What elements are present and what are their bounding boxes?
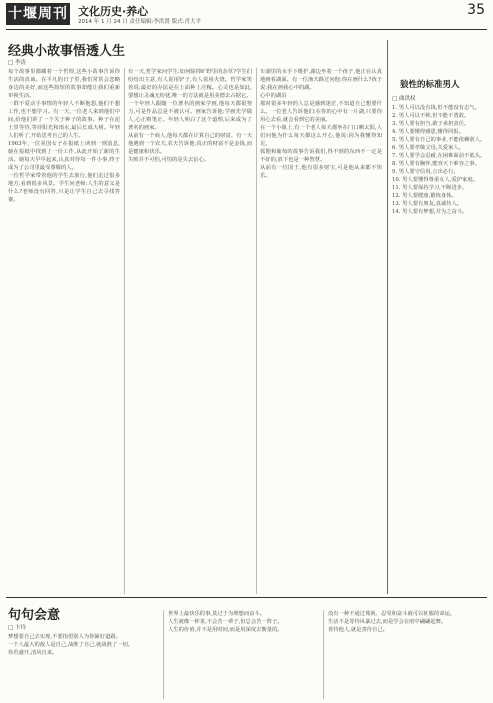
column-divider bbox=[124, 68, 125, 594]
sidebar-divider bbox=[387, 40, 388, 594]
header-rule bbox=[6, 29, 487, 30]
page-number: 35 bbox=[467, 2, 485, 18]
issue-meta: 2014 年 1 月 24 日 责任编辑:李洪贤 版式:肖大平 bbox=[78, 19, 201, 25]
bottom-column-3-text: 没有一种不通过蔑视、忍受和奋斗就可以征服的命运。 生活不是等待风暴过去,而是学会在雨中翩翩起舞。 善待他人,就是善待自己。 bbox=[328, 611, 456, 633]
column-divider bbox=[256, 68, 257, 594]
column-divider bbox=[323, 610, 324, 699]
section-rule bbox=[6, 597, 487, 598]
bottom-column-3 bbox=[328, 610, 486, 699]
main-column-3-text: 车湖里的水手下维护,湖边坐着一个孩子,他正在认真地画着湖面。有一位渔夫路过问他:你在画什么?孩子说:我在画我心中的湖。 心中的湖泊 那时很多年轻的人总是感到迷茫,不知道自己想要什么。一位老人告诉他们:在你的心中有一片湖,只要你用心去看,就会看到它的美丽。 在一个小镇上,有一个老人每天都坐在门口晒太阳,人们问他为什么每天都这么开心,他说:因为我懂得知足。 狐狸和葡萄的故事告诉我们,得不到的东西不一定是不好的,放下也是一种智慧。 从前有一位国王,他有很多财宝,可是他从来都不快乐。 bbox=[260, 69, 382, 179]
sidebar-headline: 狼性的标准男人 bbox=[400, 80, 460, 90]
main-column-1 bbox=[8, 68, 120, 594]
main-column-2 bbox=[128, 68, 252, 594]
bottom-column-2 bbox=[168, 610, 318, 699]
main-byline: □ 李涛 bbox=[8, 60, 26, 66]
section-title: 文化历史·养心 bbox=[78, 5, 149, 18]
main-headline: 经典小故事悟透人生 bbox=[8, 44, 126, 59]
main-column-2-text: 有一天,哲学家问学生:如何除掉旷野里的杂草?学生们纷纷出主意,有人说用铲子,有人说用火烧。哲学家笑着说:最好的办法是在上面种上庄稼。心灵也是如此,要想让灵魂无纷扰,唯一的方法就是用美德去占据它。 一个年轻人跟随一位著名的画家学画,他每天都很努力,可是作品总是不被认可。画家告诉他:学画先学做人,心正则笔正。年轻人明白了这个道理,后来成为了著名的画家。 从前有一个商人,他每天都在计算自己的财富。有一天他遇到一个农夫,农夫告诉他:真正的财富不是金钱,而是健康和快乐。 失败并不可怕,可怕的是失去信心。 bbox=[128, 69, 252, 163]
paper-logo: 十堰周刊 bbox=[6, 3, 70, 25]
bottom-column-1 bbox=[8, 633, 158, 699]
bottom-column-1-text: 梦想要自己去实现,不要指望别人为你铺好道路。 一个人最大的敌人是自己,战胜了自己,就战胜了一切。 你若盛开,清风自来。 bbox=[8, 634, 134, 656]
column-divider bbox=[163, 610, 164, 699]
sidebar-column bbox=[392, 104, 486, 594]
sidebar-text: 1. 男人可以没有钱,但不能没有志气。 2. 男人可以不帅,但不能不勇敢。 3. 男人要有担当,敢于承担责任。 4. 男人要懂得感恩,懂得回报。 5. 男人要有自己的事业,不能依赖别人。 6. 男人要孝敬父母,关爱家人。 7. 男人要学会忍耐,在困难面前不低头。 8. 男人要有胸怀,能容天下难容之事。 9. 男人要守信用,言出必行。 10. 男人要懂得尊重女人,爱护家庭。 11. 男人要保持学习,不断进步。 12. 男人要健康,锻炼身体。 13. 男人要有朋友,真诚待人。 14. 男人要有梦想,并为之奋斗。 bbox=[392, 105, 486, 215]
bottom-byline: □ 卞玲 bbox=[8, 625, 26, 631]
masthead bbox=[0, 0, 493, 30]
bottom-section-title: 句句会意 bbox=[8, 608, 61, 623]
bottom-column-2-text: 世界上最快乐的事,莫过于为理想而奋斗。 人生就像一杯茶,不会苦一辈子,但总会苦一阵子。 人生的价值,并不是用时间,而是用深度去衡量的。 bbox=[168, 611, 283, 633]
main-column-1-text: 每个故事里都藏着一个哲理,这些小故事告诉你生活的真谛。在平凡的日子里,我们常常会忽略身边的美好,而这些简短的故事却能让我们重新审视生活。 一群不爱动手事情的年轻人不断抱怨,他们不想工作,也不想学习。有一天,一位老人来到他们中间,给他们讲了一个关于种子的故事。种子在泥土里等待,等待阳光和雨水,最后长成大树。年轻人们听了,开始思考自己的人生。 1963年,一位美国女子在报纸上读到一则消息,她在报纸中找到了一份工作,从此开始了新的生活。她每天早早起来,认真对待每一件小事,终于成为了公司里最受尊敬的人。 一位哲学家带着他的学生去旅行,他们走过很多地方,看到很多风景。学生问老师:人生的意义是什么?老师没有回答,只是让学生自己去寻找答案。 bbox=[8, 69, 120, 203]
main-column-3 bbox=[260, 68, 382, 594]
sidebar-byline: □ 曲洪权 bbox=[392, 96, 416, 102]
